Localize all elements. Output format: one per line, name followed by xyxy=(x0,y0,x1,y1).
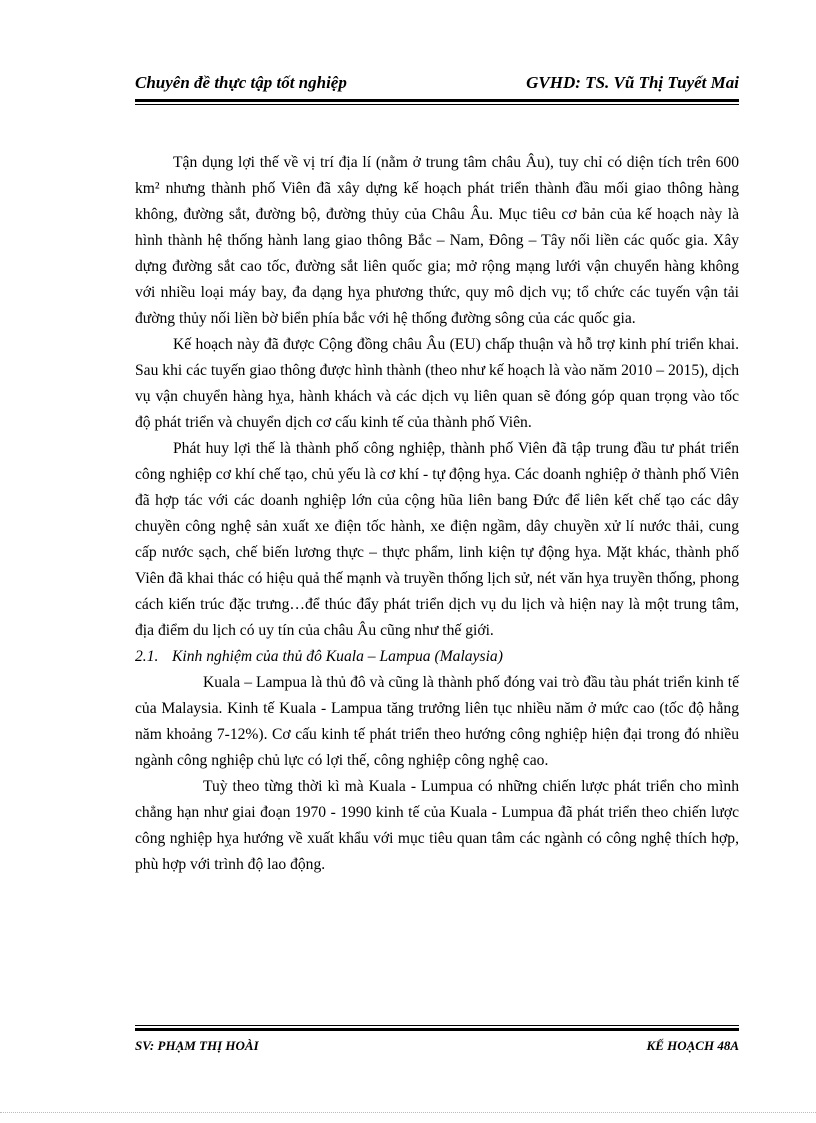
section-number: 2.1. xyxy=(135,648,159,665)
section-paragraph-1: Kuala – Lampua là thủ đô và cũng là thành phố đóng vai trò đầu tàu phát triển kinh tế của Malaysia. Kinh tế Kuala - Lampua tăng trưởng liên tục nhiều năm ở mức cao (tốc độ hằng năm khoảng 7-12%). Cơ cấu kinh tế phát triển theo hướng công nghiệp hiện đại trong đó nhiều ngành công nghiệp chủ lực có lợi thế, công nghiệp công nghệ cao. xyxy=(135,674,739,769)
header-rule-thin xyxy=(135,104,739,105)
page-header xyxy=(135,72,739,96)
footer-student: SV: PHẠM THỊ HOÀI xyxy=(135,1038,259,1053)
header-document-title: Chuyên đề thực tập tốt nghiệp xyxy=(135,73,347,92)
header-rule-thick xyxy=(135,99,739,102)
document-body xyxy=(135,150,739,878)
body-paragraph-1: Tận dụng lợi thế về vị trí địa lí (nằm ở trung tâm châu Âu), tuy chỉ có diện tích trên 600 km² nhưng thành phố Viên đã xây dựng kế hoạch phát triển thành đầu mối giao thông hàng không, đường sắt, đường bộ, đường thủy của Châu Âu. Mục tiêu cơ bản của kế hoạch này là hình thành hệ thống hành lang giao thông Bắc – Nam, Đông – Tây nối liền các quốc gia. Xây dựng đường sắt cao tốc, đường sắt liên quốc gia; mở rộng mạng lưới vận chuyển hàng không với nhiều loại máy bay, đa dạng hỵa phương thức, quy mô dịch vụ; tổ chức các tuyến vận tải đường thủy nối liền bờ biển phía bắc với hệ thống đường sông của các quốc gia. xyxy=(135,154,739,327)
body-paragraph-3: Phát huy lợi thế là thành phố công nghiệp, thành phố Viên đã tập trung đầu tư phát triển công nghiệp cơ khí chế tạo, chủ yếu là cơ khí - tự động hỵa. Các doanh nghiệp ở thành phố Viên đã hợp tác với các doanh nghiệp lớn của cộng hũa liên bang Đức để liên kết chế tạo các dây chuyền công nghệ sản xuất xe điện tốc hành, xe điện ngầm, dây chuyền xử lí nước thải, cung cấp nước sạch, chế biến lương thực – thực phẩm, linh kiện tự động hỵa. Mặt khác, thành phố Viên đã khai thác có hiệu quả thế mạnh và truyền thống lịch sử, nét văn hỵa truyền thống, phong cách kiến trúc đặc trưng…để thúc đẩy phát triển dịch vụ du lịch và hiện nay là một trung tâm, địa điểm du lịch có uy tín của châu Âu cũng như thế giới. xyxy=(135,440,739,639)
page-footer xyxy=(135,1036,739,1058)
body-paragraph-2: Kế hoạch này đã được Cộng đồng châu Âu (EU) chấp thuận và hỗ trợ kinh phí triển khai. Sau khi các tuyến giao thông được hình thành (theo như kế hoạch là vào năm 2010 – 2015), dịch vụ vận chuyển hàng hỵa, hành khách và các dịch vụ liên quan sẽ đóng góp quan trọng vào tốc độ phát triển và chuyển dịch cơ cấu kinh tế của thành phố Viên. xyxy=(135,336,739,431)
header-advisor: GVHD: TS. Vũ Thị Tuyết Mai xyxy=(526,73,739,92)
section-paragraph-2: Tuỳ theo từng thời kì mà Kuala - Lumpua có những chiến lược phát triển cho mình chẳng hạn như giai đoạn 1970 - 1990 kinh tế của Kuala - Lumpua đã phát triển theo chiến lược công nghiệp hỵa hướng về xuất khẩu với mục tiêu quan tâm các ngành có công nghệ thích hợp, phù hợp với trình độ lao động. xyxy=(135,778,739,873)
page-edge-dots xyxy=(0,1112,816,1113)
footer-class: KẾ HOẠCH 48A xyxy=(646,1038,739,1053)
section-heading xyxy=(135,644,739,670)
footer-rule-thick xyxy=(135,1028,739,1031)
footer-rule-thin xyxy=(135,1025,739,1026)
section-title: Kinh nghiệm của thủ đô Kuala – Lampua (Malaysia) xyxy=(172,648,503,665)
